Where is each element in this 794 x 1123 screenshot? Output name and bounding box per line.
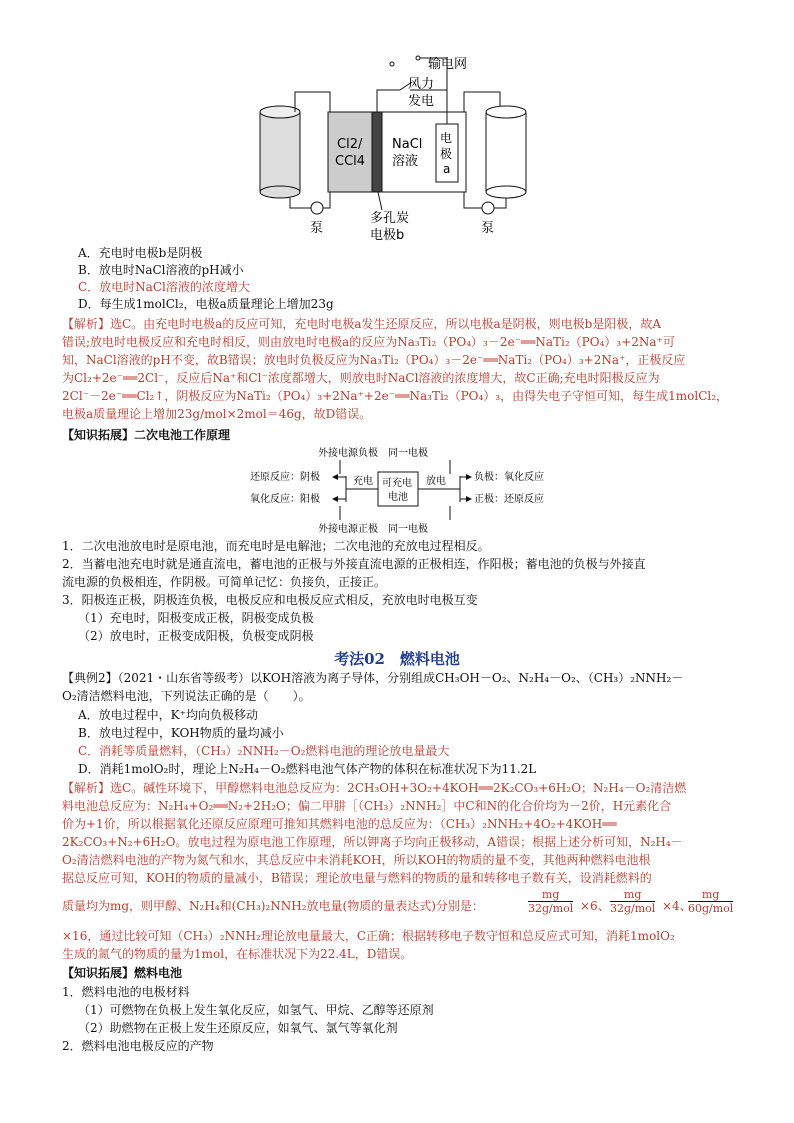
point-2-1: 1．燃料电池的电极材料 [62, 985, 190, 999]
analysis-2b-line-1: ×16，通过比较可知（CH₃）₂NNH₂理论放电量最大，C正确；根据转移电子数守恒和总反应式可知，消耗1molO₂ [62, 929, 675, 943]
porous-label-2: 电极b [370, 228, 405, 243]
grid-label: 输电网 [428, 57, 468, 72]
flow-top-label: 外接电源负极 同一电极 [318, 448, 428, 459]
analysis-2-line-4: 2K₂CO₃+N₂+6H₂O。放电过程为原电池工作原理，所以钾离子均向正极移动，A错误；根据上述分析可知，N₂H₄－ [62, 835, 683, 849]
right-pump-label: 泵 [481, 221, 495, 236]
analysis-2-line-3: 价为+1价，所以根据氧化还原反应原理可推知其燃料电池的总反应为：（CH₃）₂NNH₂+4O₂+4KOH══ [62, 817, 617, 831]
battery-diagram [250, 50, 550, 245]
right-reservoir [486, 112, 526, 192]
flow-discharge: 放电 [426, 476, 446, 487]
option-2a: A．放电过程中，K⁺均向负极移动 [78, 708, 258, 722]
option-2c: C．消耗等质量燃料，（CH₃）₂NNH₂－O₂燃料电池的理论放电量最大 [78, 744, 450, 758]
flow-right-bottom: 正极：还原反应 [474, 494, 544, 505]
section-2-title: 考法02 燃料电池 [334, 650, 460, 668]
left-chamber-label-2: CCl4 [335, 154, 366, 169]
option-1c: C．放电时NaCl溶液的浓度增大 [78, 280, 250, 294]
point-2-3: （2）助燃物在正极上发生还原反应，如氧气、氯气等氧化剂 [78, 1021, 398, 1035]
fraction-2-mult: ×4、 [662, 899, 692, 913]
flow-left-bottom: 氧化反应：阳极 [250, 494, 320, 505]
left-chamber-label-1: Cl2/ [337, 137, 363, 152]
point-1-2: 2．当蓄电池充电时就是通直流电，蓄电池的正极与外接直流电源的正极相连，作阳极；蓄电池的负极与外接直 [62, 557, 646, 571]
point-2-2: （1）可燃物在负极上发生氧化反应，如氢气、甲烷、乙醇等还原剂 [78, 1003, 434, 1017]
example-2-line-1: 【典例2】（2021・山东省等级考）以KOH溶液为离子导体，分别组成CH₃OH－O₂、N₂H₄－O₂、（CH₃）₂NNH₂－ [62, 671, 684, 685]
analysis-2-line-5: O₂清洁燃料电池的产物为氮气和水，其总反应中未消耗KOH，所以KOH的物质的量不变，其他两种燃料电池根 [62, 853, 651, 867]
option-1a: A．充电时电极b是阴极 [78, 246, 203, 260]
flow-right-top: 负极：氧化反应 [474, 472, 544, 483]
analysis-1-line-2: 错误;放电时电极反应和充电时相反，则由放电时电极a的反应为Na₃Ti₂（PO₄）₃－2e⁻══NaTi₂（PO₄）₃+2Na⁺可 [62, 335, 675, 349]
right-chamber-label-1: NaCl [392, 137, 423, 152]
example-2-line-2: O₂清洁燃料电池，下列说法正确的是（ ）。 [62, 689, 311, 703]
analysis-2-line-1: 【解析】选C。碱性环境下，甲醇燃料电池总反应为：2CH₃OH+3O₂+4KOH══2K₂CO₃+6H₂O；N₂H₄－O₂清洁燃 [62, 781, 687, 795]
electrode-a-label-3: a [443, 162, 451, 176]
point-1-1: 1．二次电池放电时是原电池，而充电时是电解池；二次电池的充放电过程相反。 [62, 539, 490, 553]
cell-left-chamber [328, 112, 372, 192]
fraction-1-mult: ×6、 [580, 899, 610, 913]
analysis-1-line-5: 2Cl⁻－2e⁻══Cl₂↑，阴极反应为NaTi₂（PO₄）₃+2Na⁺+2e⁻══Na₃Ti₂（PO₄）₃，由得失电子守恒可知，每生成1molCl₂， [62, 389, 729, 403]
analysis-2-line-2: 料电池总反应为：N₂H₄+O₂══N₂+2H₂O；偏二甲肼［（CH₃）₂NNH₂］中C和N的化合价均为－2价，H元素化合 [62, 799, 672, 813]
fraction-3-num: mg [688, 888, 733, 902]
fraction-1-num: mg [528, 888, 573, 902]
fraction-methanol [528, 888, 573, 915]
secondary-battery-flow-diagram [250, 444, 550, 536]
flow-center-1: 可充电 [382, 478, 412, 489]
fraction-udmh [688, 888, 733, 915]
option-1b: B．放电时NaCl溶液的pH减小 [78, 263, 244, 277]
analysis-1-line-6: 电极a质量理论上增加23g/mol×2mol＝46g，故D错误。 [62, 407, 372, 421]
analysis-2b-line-2: 生成的氮气的物质的量为1mol，在标准状况下为22.4L，D错误。 [62, 947, 413, 961]
porous-electrode [372, 112, 382, 192]
option-2b: B．放电过程中，KOH物质的量均减小 [78, 726, 284, 740]
right-chamber-label-2: 溶液 [392, 154, 419, 169]
fraction-hydrazine [610, 888, 655, 915]
wind-label-1: 风力 [408, 77, 435, 92]
analysis-1-line-3: 知，NaCl溶液的pH不变，故B错误；放电时负极反应为Na₃Ti₂（PO₄）₃－2e⁻══NaTi₂（PO₄）₃+2Na⁺，正极反应 [62, 353, 686, 367]
fraction-2-den: 32g/mol [610, 902, 656, 915]
knowledge-ext-2-title: 【知识拓展】燃料电池 [62, 966, 183, 980]
electrode-a-label-2: 极 [440, 147, 453, 161]
point-1-4: 3．阳极连正极，阴极连负极，电极反应和电极反应式相反，充放电时电极互变 [62, 593, 478, 607]
fraction-1-den: 32g/mol [528, 902, 574, 915]
analysis-2-line-6: 据总反应可知，KOH的物质的量减小，B错误；理论放电量与燃料的物质的量和转移电子数有关，设消耗燃料的 [62, 871, 652, 885]
option-2d: D．消耗1molO₂时，理论上N₂H₄－O₂燃料电池气体产物的体积在标准状况下为11.2L [78, 762, 537, 776]
porous-label-1: 多孔炭 [370, 211, 410, 226]
flow-center-2: 电池 [388, 492, 408, 503]
fraction-3-den: 60g/mol [688, 902, 734, 915]
flow-left-top: 还原反应：阴极 [250, 472, 320, 483]
point-1-3: 流电源的负极相连，作阴极。可简单记忆：负接负，正接正。 [62, 575, 387, 589]
electrode-a-label-1: 电 [440, 131, 453, 145]
analysis-1-line-4: 为Cl₂+2e⁻══2Cl⁻，反应后Na⁺和Cl⁻浓度都增大，则放电时NaCl溶液的浓度增大，故C正确;充电时阳极反应为 [62, 371, 660, 385]
flow-charge: 充电 [353, 476, 373, 487]
analysis-2-line-7: 质量均为mg，则甲醇、N₂H₄和(CH₃)₂NNH₂放电量(物质的量表达式)分别是： [62, 899, 484, 913]
point-1-5: （1）充电时，阳极变成正极，阴极变成负极 [78, 611, 314, 625]
point-2-4: 2．燃料电池电极反应的产物 [62, 1039, 214, 1053]
left-pump [311, 202, 323, 214]
flow-bottom-label: 外接电源正极 同一电极 [318, 524, 428, 535]
option-1d: D．每生成1molCl₂，电极a质量理论上增加23g [78, 297, 334, 311]
fraction-2-num: mg [610, 888, 655, 902]
analysis-1-line-1: 【解析】选C。由充电时电极a的反应可知，充电时电极a发生还原反应，所以电极a是阴极，则电极b是阳极，故A [62, 317, 661, 331]
knowledge-ext-1-title: 【知识拓展】二次电池工作原理 [62, 428, 231, 442]
left-pump-label: 泵 [310, 221, 324, 236]
wind-label-2: 发电 [408, 94, 435, 109]
right-pump [482, 202, 494, 214]
left-reservoir [260, 112, 300, 192]
point-1-6: （2）放电时，正极变成阳极，负极变成阴极 [78, 629, 314, 643]
